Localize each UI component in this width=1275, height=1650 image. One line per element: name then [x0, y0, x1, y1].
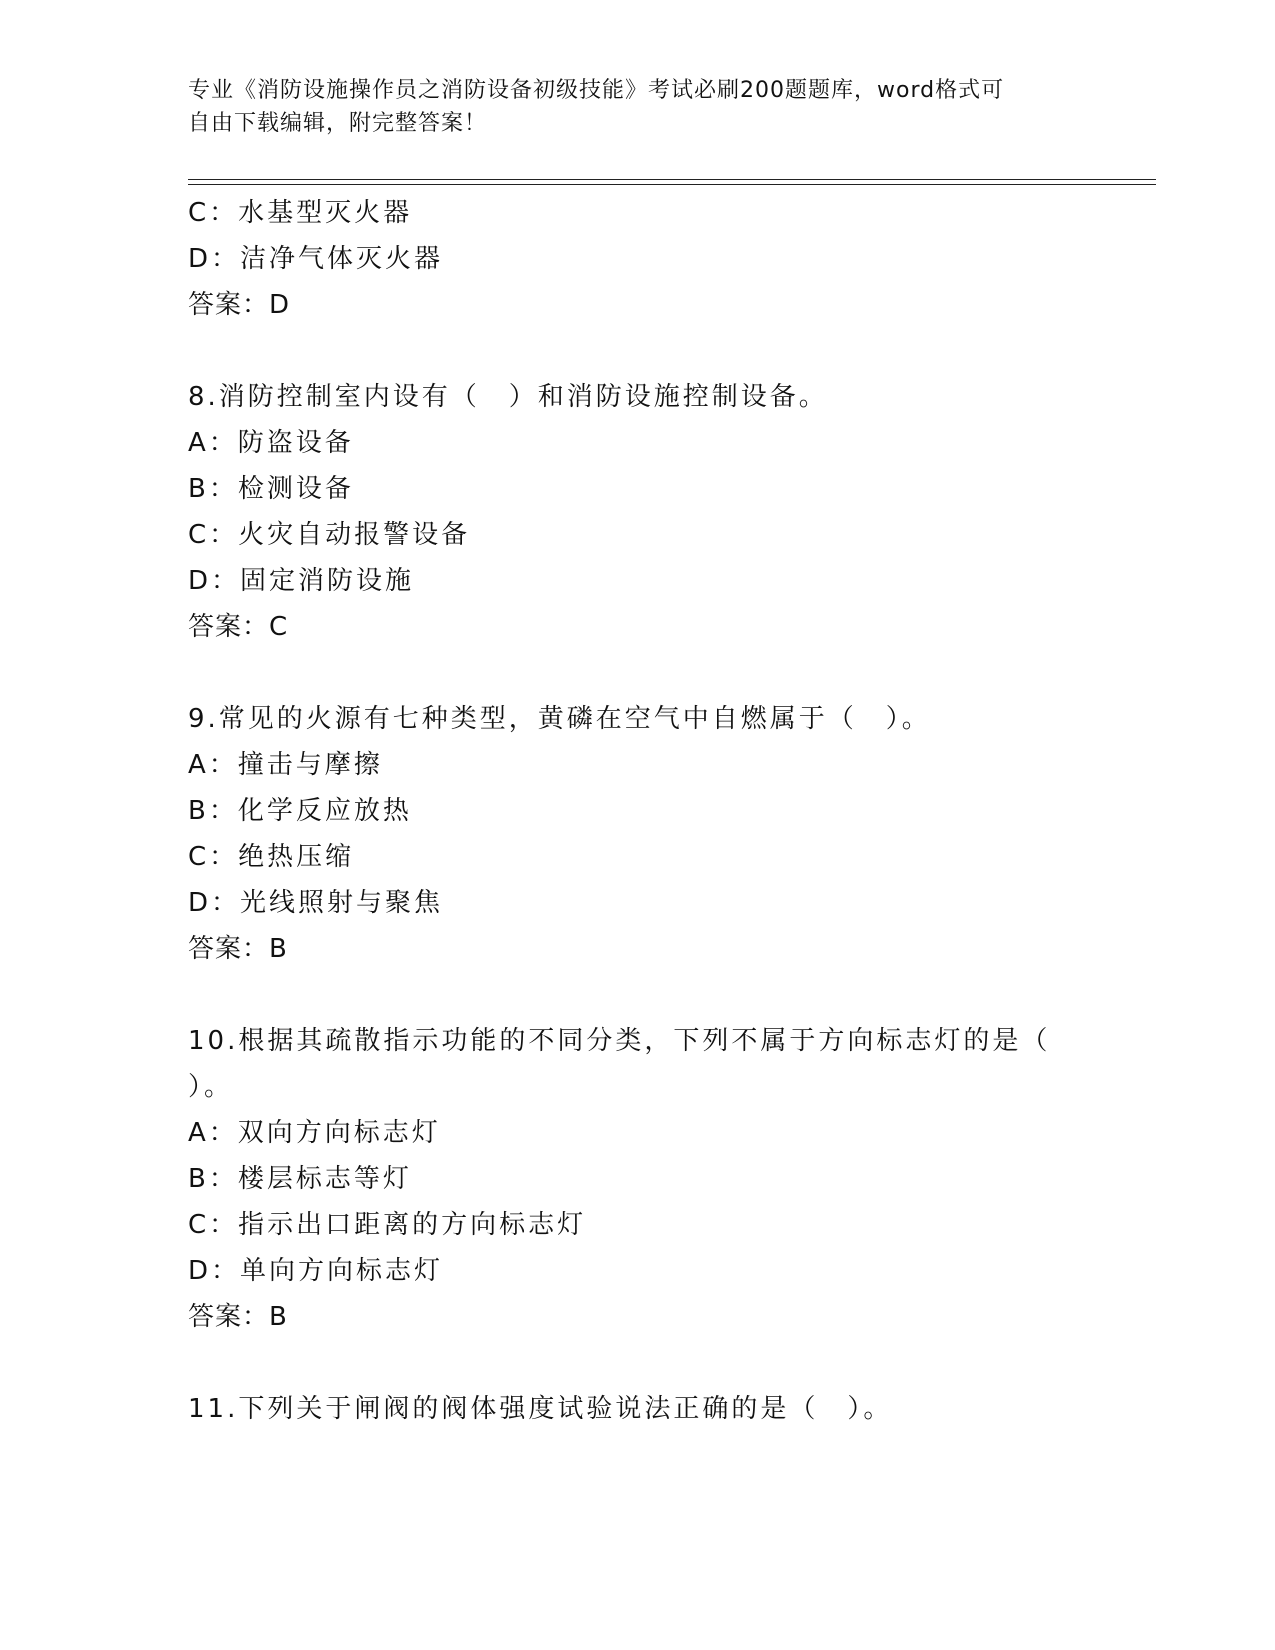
spacer: [188, 972, 1068, 1018]
option-a: A：撞击与摩擦: [188, 750, 383, 780]
question-9: [188, 696, 1068, 972]
option-d: D：单向方向标志灯: [188, 1256, 444, 1286]
question-11: [188, 1386, 1068, 1432]
document-header: [188, 74, 1088, 140]
option-c: C：水基型灭火器: [188, 198, 413, 228]
question-8: [188, 374, 1068, 650]
question-stem: 8.消防控制室内设有（ ）和消防设施控制设备。: [188, 382, 828, 412]
answer: 答案：D: [188, 290, 291, 320]
header-rule-top: [188, 179, 1156, 180]
option-a: A：防盗设备: [188, 428, 354, 458]
document-body: [188, 190, 1068, 1432]
option-c: C：指示出口距离的方向标志灯: [188, 1210, 587, 1240]
option-d: D：光线照射与聚焦: [188, 888, 444, 918]
spacer: [188, 1340, 1068, 1386]
option-c: C：火灾自动报警设备: [188, 520, 471, 550]
header-line-2: 自由下载编辑，附完整答案！: [188, 111, 488, 136]
question-stem: 9.常见的火源有七种类型，黄磷在空气中自燃属于（ ）。: [188, 704, 931, 734]
spacer: [188, 650, 1068, 696]
header-rule-bottom: [188, 184, 1156, 185]
option-b: B：楼层标志等灯: [188, 1164, 412, 1194]
question-7-continued: [188, 190, 1068, 328]
answer: 答案：C: [188, 612, 289, 642]
option-b: B：检测设备: [188, 474, 354, 504]
answer: 答案：B: [188, 934, 288, 964]
option-b: B：化学反应放热: [188, 796, 412, 826]
option-a: A：双向方向标志灯: [188, 1118, 441, 1148]
question-stem: 11.下列关于闸阀的阀体强度试验说法正确的是（ ）。: [188, 1394, 893, 1424]
option-d: D：固定消防设施: [188, 566, 415, 596]
question-stem-line-2: ）。: [188, 1072, 234, 1102]
answer: 答案：B: [188, 1302, 288, 1332]
header-line-1: 专业《消防设施操作员之消防设备初级技能》考试必刷200题题库，word格式可: [188, 78, 1005, 103]
option-c: C：绝热压缩: [188, 842, 355, 872]
question-10: [188, 1018, 1068, 1340]
option-d: D：洁净气体灭火器: [188, 244, 444, 274]
question-stem-line-1: 10.根据其疏散指示功能的不同分类，下列不属于方向标志灯的是（: [188, 1026, 1051, 1056]
spacer: [188, 328, 1068, 374]
